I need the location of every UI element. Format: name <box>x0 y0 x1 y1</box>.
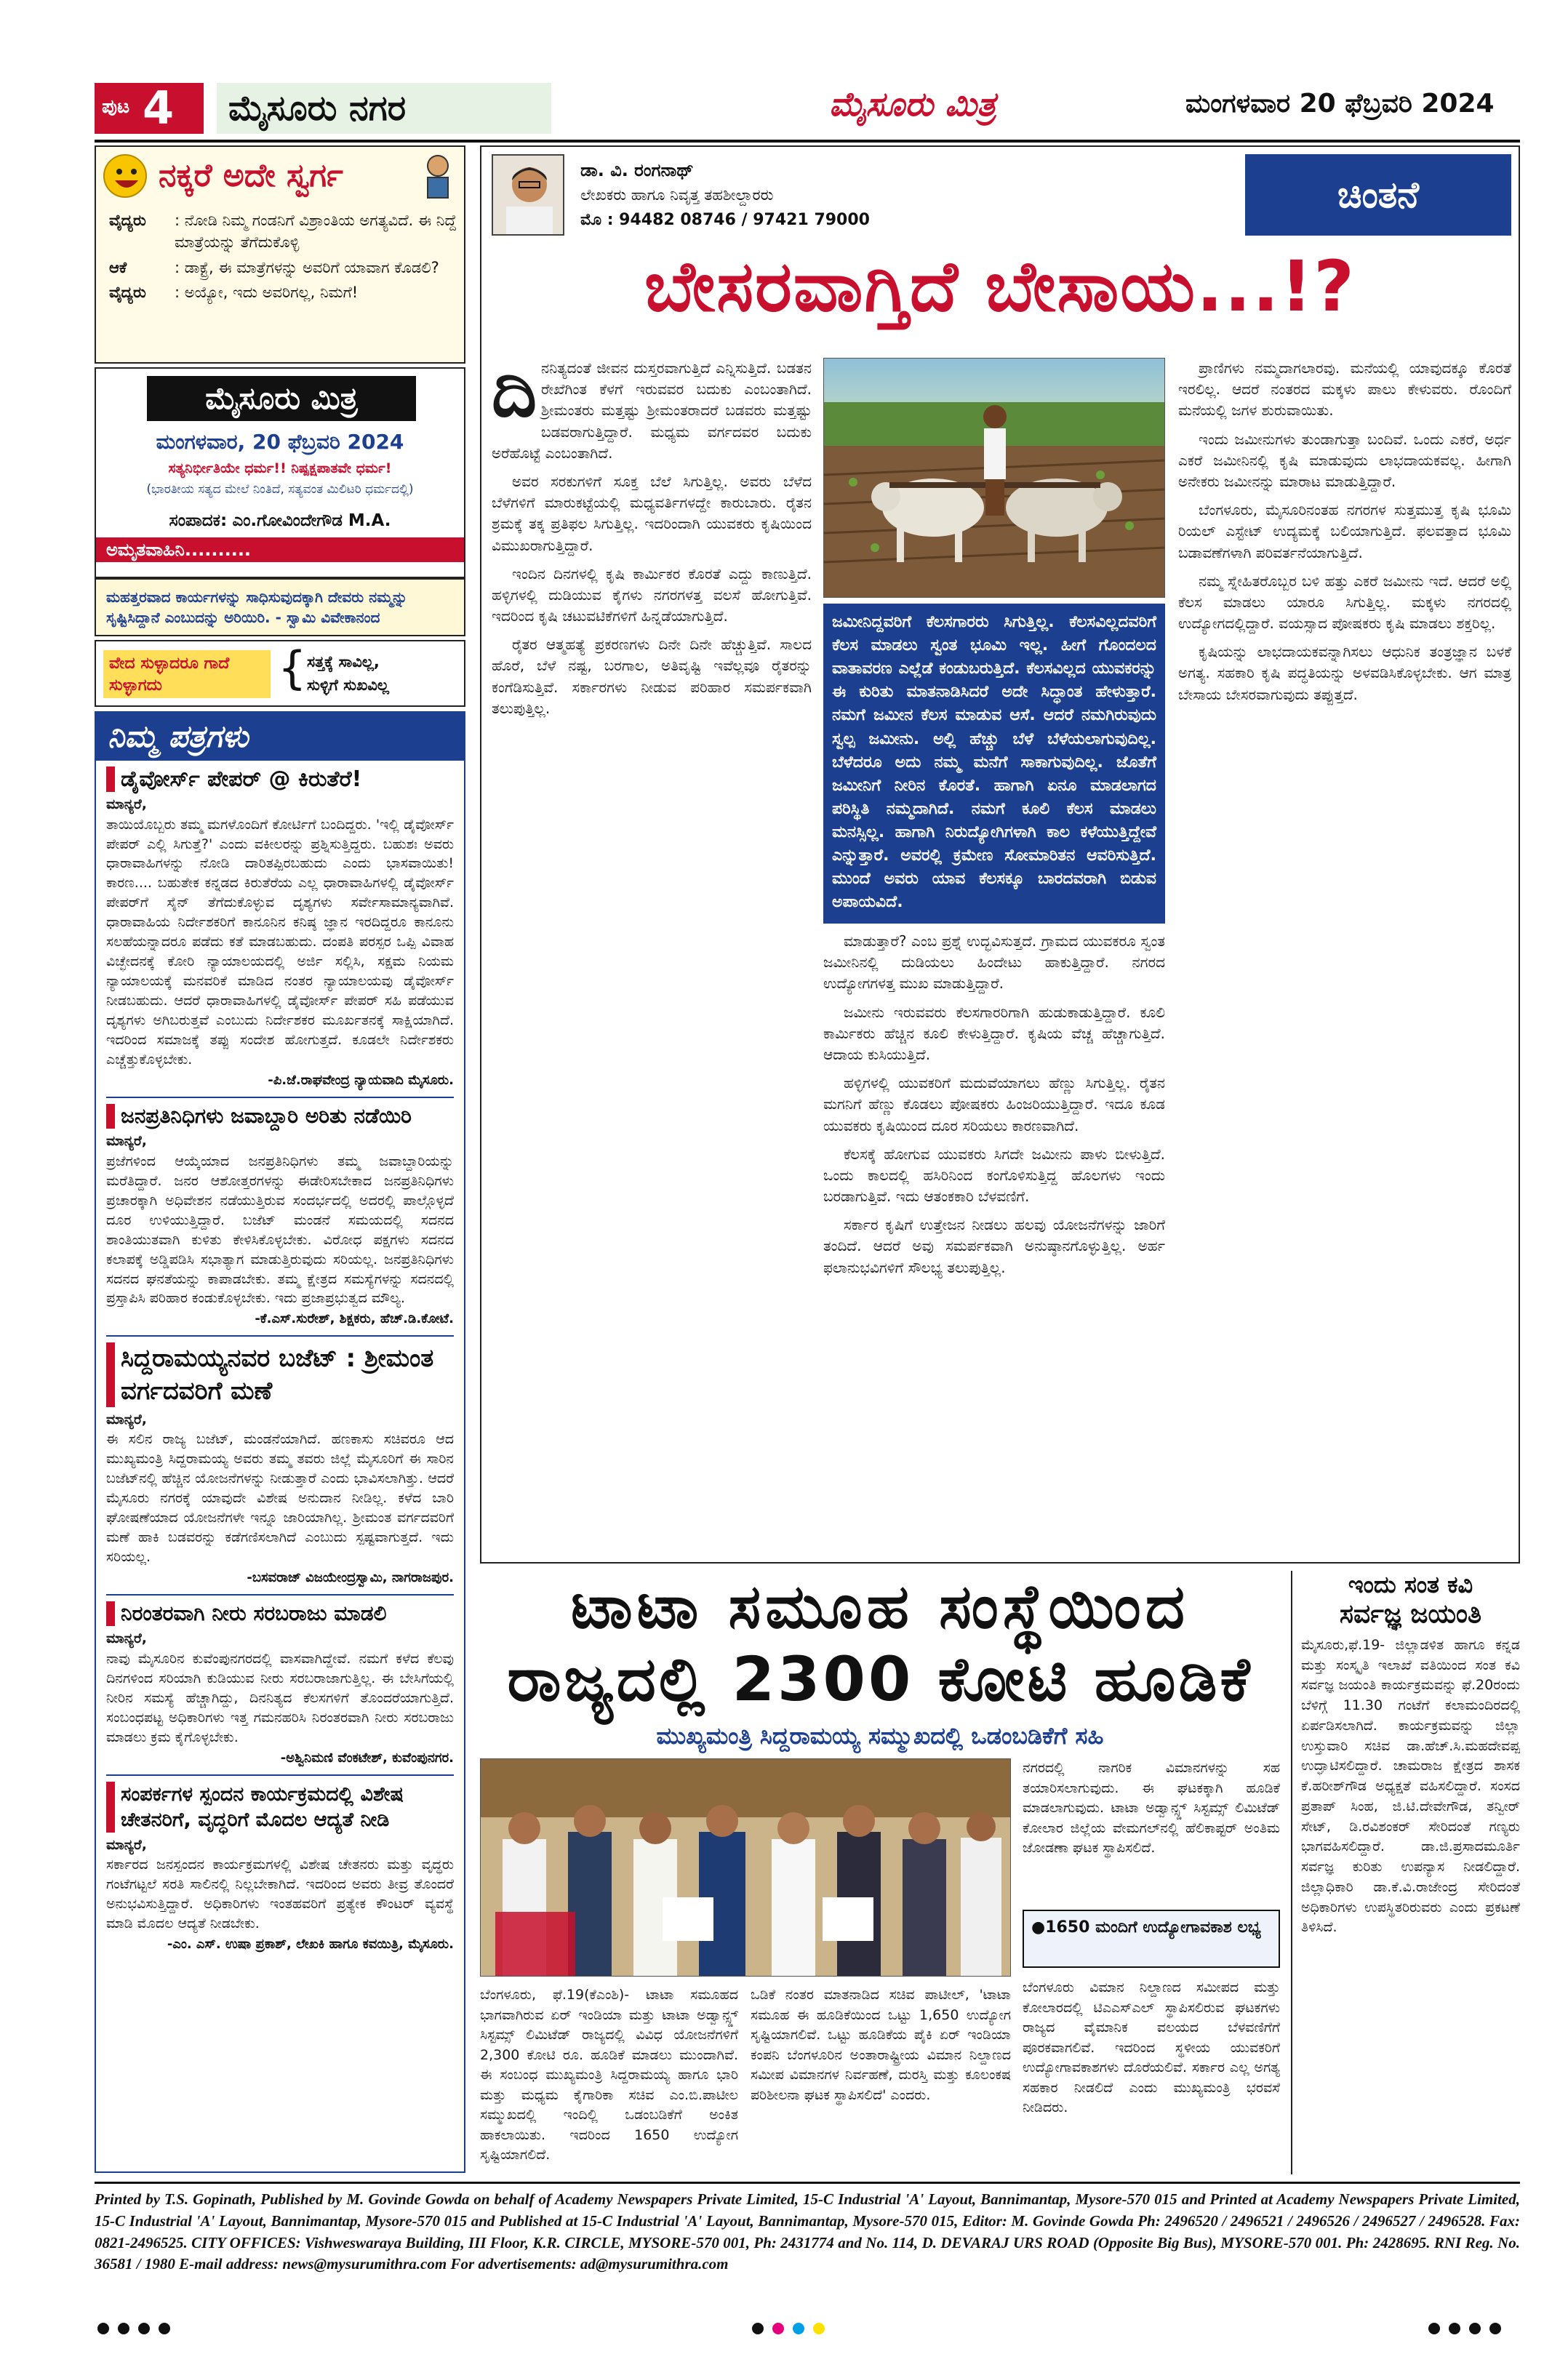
letter-salutation: ಮಾನ್ಯರೆ, <box>106 796 147 812</box>
article-col-3 <box>1178 358 1511 1558</box>
letter-body: ಪ್ರಜೆಗಳಿಂದ ಆಯ್ಕೆಯಾದ ಜನಪ್ರತಿನಿಧಿಗಳು ತಮ್ಮ ಜವಾಬ್ದಾರಿಯನ್ನು ಮರೆತಿದ್ದಾರೆ. ಜನರ ಆಶೋತ್ತರಗಳನ್ನು ಈಡೇರಿಸಬೇಕಾದ ಜನಪ್ರತಿನಿಧಿಗಳು ಪ್ರಚಾರಕ್ಕಾಗಿ ಅಧಿವೇಶನ ನಡೆಯುತ್ತಿರುವ ಸಂದರ್ಭದಲ್ಲಿ ಅದರಲ್ಲಿ ಪಾಲ್ಗೊಳ್ಳದೆ ದೂರ ಉಳಿಯುತ್ತಿದ್ದಾರೆ. ಬಜೆಟ್ ಮಂಡನೆ ಸಮಯದಲ್ಲಿ ಸದನದ ಶಾಂತಿಯುತವಾಗಿ ಕುಳಿತು ಕೇಳಿಸಿಕೊಳ್ಳಬೇಕು. ವಿರೋಧ ಪಕ್ಷಗಳು ಸದನದ ಕಲಾಪಕ್ಕೆ ಅಡ್ಡಿಪಡಿಸಿ ಸಭಾತ್ಯಾಗ ಮಾಡುತ್ತಿರುವುದು ಸರಿಯಲ್ಲ. ಜನಪ್ರತಿನಿಧಿಗಳು ಸದನದ ಘನತೆಯನ್ನು ಕಾಪಾಡಬೇಕು. ತಮ್ಮ ಕ್ಷೇತ್ರದ ಸಮಸ್ಯೆಗಳನ್ನು ಸದನದಲ್ಲಿ ಪ್ರಸ್ತಾಪಿಸಿ ಪರಿಹಾರ ಕಂಡುಕೊಳ್ಳಬೇಕು. ಇದು ಪ್ರಜಾಪ್ರಭುತ್ವದ ಮೌಲ್ಯ. <box>106 1153 454 1307</box>
author-desc: ಲೇಖಕರು ಹಾಗೂ ನಿವೃತ್ತ ತಹಶೀಲ್ದಾರರು <box>580 186 774 204</box>
registration-marks-center <box>749 2320 851 2337</box>
article-paragraph: ಇಂದು ಜಮೀನುಗಳು ತುಂಡಾಗುತ್ತಾ ಬಂದಿವೆ. ಒಂದು ಎಕರೆ, ಅರ್ಧ ಎಕರೆ ಜಮೀನಿನಲ್ಲಿ ಕೃಷಿ ಮಾಡುವುದು ಲಾಭದಾಯಕವಲ್ಲ. ಹೀಗಾಗಿ ಅನೇಕರು ಜಮೀನನ್ನು ಮಾರಾಟ ಮಾಡುತ್ತಿದ್ದಾರೆ. <box>1178 430 1511 490</box>
letter-heading: ಸಂಪರ್ಕಗಳ ಸ್ಪಂದನ ಕಾರ್ಯಕ್ರಮದಲ್ಲಿ ವಿಶೇಷ ಚೇತನರಿಗೆ, ವೃದ್ಧರಿಗೆ ಮೊದಲ ಆದ್ಯತೆ ನೀಡಿ <box>106 1782 454 1833</box>
chintane-article <box>480 145 1520 1564</box>
letter-heading: ಜನಪ್ರತಿನಿಧಿಗಳು ಜವಾಬ್ದಾರಿ ಅರಿತು ನಡೆಯಿರಿ <box>106 1104 454 1129</box>
letters-title: ನಿಮ್ಮ ಪತ್ರಗಳು <box>96 713 464 761</box>
masthead-editor <box>103 511 457 530</box>
masthead-motto: ಸತ್ಯನಿರ್ಭೀತಿಯೇ ಧರ್ಮ!! ನಿಷ್ಪಕ್ಷಪಾತವೇ ಧರ್ಮ! <box>168 460 392 476</box>
masthead-date: ಮಂಗಳವಾರ, 20 ಫೆಬ್ರವರಿ 2024 <box>156 430 404 454</box>
letter-item <box>106 1601 454 1765</box>
letter-heading: ನಿರಂತರವಾಗಿ ನೀರು ಸರಬರಾಜು ಮಾಡಲಿ <box>106 1601 454 1626</box>
joke-cartoon-icon <box>416 153 460 199</box>
letter-body: ನಾವು ಮೈಸೂರಿನ ಕುವೆಂಪುನಗರದಲ್ಲಿ ವಾಸವಾಗಿದ್ದೇವೆ. ನಮಗೆ ಕಳೆದ ಕೆಲವು ದಿನಗಳಿಂದ ಸರಿಯಾಗಿ ಕುಡಿಯುವ ನೀರು ಸರಬರಾಜಾಗುತ್ತಿಲ್ಲ. ಈ ಬೇಸಿಗೆಯಲ್ಲಿ ನೀರಿನ ಸಮಸ್ಯೆ ಹೆಚ್ಚಾಗಿದ್ದು, ದಿನನಿತ್ಯದ ಕೆಲಸಗಳಿಗೆ ತೊಂದರೆಯಾಗುತ್ತಿದೆ. ಸಂಬಂಧಪಟ್ಟ ಅಧಿಕಾರಿಗಳು ಇತ್ತ ಗಮನಹರಿಸಿ ನಿರಂತರವಾಗಿ ನೀರು ಸರಬರಾಜು ಮಾಡಲು ಕ್ರಮ ಕೈಗೊಳ್ಳಬೇಕು. <box>106 1650 454 1745</box>
author-phone: ಮೊ : 94482 08746 / 97421 79000 <box>580 211 870 229</box>
letter-signature: -ಎಂ. ಎಸ್. ಉಷಾ ಪ್ರಕಾಶ್, ಲೇಖಕಿ ಹಾಗೂ ಕವಯಿತ್ರಿ, ಮೈಸೂರು. <box>167 1937 454 1953</box>
amrutha-title: ಅಮೃತವಾಹಿನಿ.......... <box>96 537 464 562</box>
joke-line <box>109 209 458 254</box>
author-photo <box>492 154 564 236</box>
section-name: ಮೈಸೂರು ನಗರ <box>217 83 551 134</box>
tata-col-3b: ಬೆಂಗಳೂರು ವಿಮಾನ ನಿಲ್ದಾಣದ ಸಮೀಪದ ಮತ್ತು ಕೋಲಾರದಲ್ಲಿ ಟಿಎಎಸ್‌ಎಲ್ ಸ್ಥಾಪಿಸಲಿರುವ ಘಟಕಗಳು ರಾಜ್ಯದ ವೈಮಾನಿಕ ವಲಯದ ಬೆಳವಣಿಗೆಗೆ ಪೂರಕವಾಗಲಿವೆ. ಇದರಿಂದ ಸ್ಥಳೀಯ ಯುವಕರಿಗೆ ಉದ್ಯೋಗಾವಕಾಶಗಳು ದೊರೆಯಲಿವೆ. ಸರ್ಕಾರ ಎಲ್ಲ ಅಗತ್ಯ ಸಹಕಾರ ನೀಡಲಿದೆ ಎಂದು ಮುಖ್ಯಮಂತ್ರಿ ಭರವಸೆ ನೀಡಿದರು. <box>1023 1979 1280 2116</box>
letter-signature: -ಕೆ.ಎಸ್.ಸುರೇಶ್, ಶಿಕ್ಷಕರು, ಹೆಚ್.ಡಿ.ಕೋಟೆ. <box>255 1311 454 1327</box>
page-number: 4 <box>143 81 175 135</box>
jayanti-box <box>1291 1571 1520 2174</box>
joke-lines <box>109 209 458 304</box>
jobs-box: ●1650 ಮಂದಿಗೆ ಉದ್ಯೋಗಾವಕಾಶ ಲಭ್ಯ <box>1023 1910 1280 1968</box>
joke-title: ನಕ್ಕರೆ ಅದೇ ಸ್ವರ್ಗ <box>159 157 343 194</box>
letter-item <box>106 1104 454 1326</box>
article-paragraph: ಮಾಡುತ್ತಾರೆ? ಎಂಬ ಪ್ರಶ್ನೆ ಉದ್ಭವಿಸುತ್ತದೆ. ಗ್ರಾಮದ ಯುವಕರೂ ಸ್ವಂತ ಜಮೀನಿನಲ್ಲಿ ದುಡಿಯಲು ಹಿಂದೇಟು ಹಾಕುತ್ತಿದ್ದಾರೆ. ನಗರದ ಉದ್ಯೋಗಗಳತ್ತ ಮುಖ ಮಾಡುತ್ತಿದ್ದಾರೆ. <box>823 932 1165 993</box>
article-paragraph: ಜಮೀನು ಇರುವವರು ಕೆಲಸಗಾರರಿಗಾಗಿ ಹುಡುಕಾಡುತ್ತಿದ್ದಾರೆ. ಕೂಲಿ ಕಾರ್ಮಿಕರು ಹೆಚ್ಚಿನ ಕೂಲಿ ಕೇಳುತ್ತಿದ್ದಾರೆ. ಕೃಷಿಯ ವೆಚ್ಚ ಹೆಚ್ಚಾಗುತ್ತಿದೆ. ಆದಾಯ ಕುಸಿಯುತ್ತಿದೆ. <box>823 1003 1165 1063</box>
joke-text: : ಅಯ್ಯೋ, ಇದು ಅವರಿಗಲ್ಲ, ನಿಮಗೆ! <box>175 284 359 302</box>
footer-rule <box>95 2182 1520 2184</box>
proverb-right-2: ಸುಳ್ಳಿಗೆ ಸುಖವಿಲ್ಲ <box>307 676 389 694</box>
article-paragraph: ಬೆಂಗಳೂರು, ಮೈಸೂರಿನಂತಹ ನಗರಗಳ ಸುತ್ತಮುತ್ತ ಕೃಷಿ ಭೂಮಿ ರಿಯಲ್ ಎಸ್ಟೇಟ್ ಉದ್ಯಮಕ್ಕೆ ಬಲಿಯಾಗುತ್ತಿದೆ. ಫಲವತ್ತಾದ ಭೂಮಿ ಬಡಾವಣೆಗಳಾಗಿ ಪರಿವರ್ತನೆಯಾಗುತ್ತಿದೆ. <box>1178 501 1511 561</box>
article-headline: ಬೇಸರವಾಗ್ತಿದೆ ಬೇಸಾಯ...!? <box>644 246 1356 327</box>
letter-salutation: ಮಾನ್ಯರೆ, <box>106 1630 147 1647</box>
letter-heading: ಡೈವೋರ್ಸ್ ಪೇಪರ್ @ ಕಿರುತೆರೆ! <box>106 766 454 792</box>
proverb-left: ವೇದ ಸುಳ್ಳಾದರೂ ಗಾದೆ ಸುಳ್ಳಾಗದು <box>103 650 271 698</box>
article-col-2 <box>823 931 1165 1556</box>
proverb-right-1: ಸತ್ತಕ್ಕೆ ಸಾವಿಲ್ಲ, <box>307 653 380 670</box>
footer-imprint: Printed by T.S. Gopinath, Published by M. Govinde Gowda on behalf of Academy Newspapers Private Limited, 15-C Industrial 'A' Layout, Bannimantap, Mysore-570 015 and Printed at Academy Newspapers Private Limited, 15-C Industrial 'A' Layout, Bannimantap, Mysore-570 015 and Published at 15-C Industrial 'A' Layout, Bannimantap, Mysore-570 015, Editor: M. Govinde Gowda Ph: 2496520 / 2496521 / 2496526 / 2496527 / 2496528. Fax: 0821-2496525. CITY OFFICES: Vishweswaraya Building, III Floor, K.R. CIRCLE, MYSORE-570 001, Ph: 2431774 and No. 114, D. DEVARAJ URS ROAD (Opposite Big Bus), MYSORE-570 001. Ph: 2428695. RNI Reg. No. 36581 / 1980 E-mail address: news@mysurumithra.com For advertisements: ad@mysurumithra.com <box>95 2190 1520 2273</box>
letter-item <box>106 1342 454 1585</box>
letter-item <box>106 1782 454 1953</box>
joke-line <box>109 257 458 279</box>
tata-subhead: ಮುಖ್ಯಮಂತ್ರಿ ಸಿದ್ದರಾಮಯ್ಯ ಸಮ್ಮುಖದಲ್ಲಿ ಒಡಂಬಡಿಕೆಗೆ ಸಹಿ <box>656 1722 1104 1750</box>
jayanti-title-2: ಸರ್ವಜ್ಞ ಜಯಂತಿ <box>1339 1599 1482 1629</box>
farm-photo <box>823 358 1165 598</box>
letter-salutation: ಮಾನ್ಯರೆ, <box>106 1133 147 1150</box>
page-number-box <box>95 83 204 134</box>
author-name: ಡಾ. ವಿ. ರಂಗನಾಥ್ <box>580 160 694 180</box>
letter-body: ಈ ಸಲಿನ ರಾಜ್ಯ ಬಜೆಟ್, ಮಂಡನೆಯಾಗಿದೆ. ಹಣಕಾಸು ಸಚಿವರೂ ಆದ ಮುಖ್ಯಮಂತ್ರಿ ಸಿದ್ದರಾಮಯ್ಯ ಅವರು ತಮ್ಮ ತವರು ಜಿಲ್ಲೆ ಮೈಸೂರಿಗೆ ಈ ಸಾರಿನ ಬಜೆಟ್‌ನಲ್ಲಿ ಹೆಚ್ಚಿನ ಯೋಜನೆಗಳನ್ನು ನೀಡುತ್ತಾರೆ ಎಂದು ಭಾವಿಸಲಾಗಿತ್ತು. ಆದರೆ ಮೈಸೂರು ನಗರಕ್ಕೆ ಯಾವುದೇ ವಿಶೇಷ ಅನುದಾನ ನೀಡಿಲ್ಲ. ಕಳೆದ ಬಾರಿ ಘೋಷಣೆಯಾದ ಯೋಜನೆಗಳೇ ಇನ್ನೂ ಜಾರಿಯಾಗಿಲ್ಲ. ಶ್ರೀಮಂತ ವರ್ಗದವರಿಗೆ ಮಣೆ ಹಾಕಿ ಬಡವರನ್ನು ಕಡೆಗಣಿಸಲಾಗಿದೆ ಎಂಬುದು ಸ್ಪಷ್ಟವಾಗುತ್ತದೆ. ಇದು ಸರಿಯಲ್ಲ. <box>106 1431 454 1566</box>
article-paragraph: ಹಳ್ಳಿಗಳಲ್ಲಿ ಯುವಕರಿಗೆ ಮದುವೆಯಾಗಲು ಹೆಣ್ಣು ಸಿಗುತ್ತಿಲ್ಲ. ರೈತನ ಮಗನಿಗೆ ಹೆಣ್ಣು ಕೊಡಲು ಪೋಷಕರು ಹಿಂಜರಿಯುತ್ತಿದ್ದಾರೆ. ಇದೂ ಕೂಡ ಯುವಕರು ಕೃಷಿಯಿಂದ ದೂರ ಸರಿಯಲು ಕಾರಣವಾಗಿದೆ. <box>823 1074 1165 1134</box>
article-paragraph: ಪ್ರಾಣಿಗಳು ನಮ್ಮದಾಗಲಾರವು. ಮನೆಯಲ್ಲಿ ಯಾವುದಕ್ಕೂ ಕೊರತೆ ಇರಲಿಲ್ಲ. ಆದರೆ ನಂತರದ ಮಕ್ಕಳು ಪಾಲು ಕೇಳುವರು. ರೊಂದಿಗೆ ಮನೆಯಲ್ಲಿ ಜಗಳ ಶುರುವಾಯಿತು. <box>1178 359 1511 420</box>
photo-caption: ಜಮೀನಿದ್ದವರಿಗೆ ಕೆಲಸಗಾರರು ಸಿಗುತ್ತಿಲ್ಲ. ಕೆಲಸವಿಲ್ಲದವರಿಗೆ ಕೆಲಸ ಮಾಡಲು ಸ್ವಂತ ಭೂಮಿ ಇಲ್ಲ. ಹೀಗೆ ಗೊಂದಲದ ವಾತಾವರಣ ಎಲ್ಲೆಡೆ ಕಂಡುಬರುತ್ತಿದೆ. ಕೆಲಸವಿಲ್ಲದ ಯುವಕರನ್ನು ಈ ಕುರಿತು ಮಾತನಾಡಿಸಿದರೆ ಅದೇ ಸಿದ್ಧಾಂತ ಹೇಳುತ್ತಾರೆ. ನಮಗೆ ಜಮೀನ ಕೆಲಸ ಮಾಡುವ ಆಸೆ. ಆದರೆ ನಮಗಿರುವುದು ಸ್ವಲ್ಪ ಜಮೀನು. ಅಲ್ಲಿ ಹೆಚ್ಚು ಬೆಳೆ ಬೆಳೆಯಲಾಗುವುದಿಲ್ಲ. ಬೆಳೆದರೂ ಅದು ನಮ್ಮ ಮನೆಗೆ ಸಾಕಾಗುವುದಿಲ್ಲ. ಜೊತೆಗೆ ಜಮೀನಿಗೆ ನೀರಿನ ಕೊರತೆ. ಹಾಗಾಗಿ ಏನೂ ಮಾಡಲಾಗದ ಪರಿಸ್ಥಿತಿ ನಮ್ಮದಾಗಿದೆ. ನಮಗೆ ಕೂಲಿ ಕೆಲಸ ಮಾಡಲು ಮನಸ್ಸಿಲ್ಲ. ಹಾಗಾಗಿ ನಿರುದ್ಯೋಗಿಗಳಾಗಿ ಕಾಲ ಕಳೆಯುತ್ತಿದ್ದೇವೆ ಎನ್ನುತ್ತಾರೆ. ಅವರಲ್ಲಿ ಕ್ರಮೇಣ ಸೋಮಾರಿತನ ಆವರಿಸುತ್ತಿದೆ. ಮುಂದೆ ಅವರು ಯಾವ ಕೆಲಸಕ್ಕೂ ಬಾರದವರಾಗಿ ಬಿಡುವ ಅಪಾಯವಿದೆ. <box>823 604 1165 924</box>
header-rule <box>95 140 1520 143</box>
dropcap: ದಿ <box>492 358 537 433</box>
masthead-logo: ಮೈಸೂರು ಮಿತ್ರ <box>147 376 416 421</box>
editor-label: ಸಂಪಾದಕ: <box>169 511 228 530</box>
article-paragraph: ನನಿತ್ಯದಂತೆ ಜೀವನ ದುಸ್ತರವಾಗುತ್ತಿದೆ ಎನ್ನಿಸುತ್ತಿದೆ. ಬಡತನ ರೇಖೆಗಿಂತ ಕೆಳಗೆ ಇರುವವರ ಬದುಕು ಎಂಬಂತಾಗಿದೆ. ಶ್ರೀಮಂತರು ಮತ್ತಷ್ಟು ಶ್ರೀಮಂತರಾದರೆ ಬಡವರು ಮತ್ತಷ್ಟು ಬಡವರಾಗುತ್ತಿದ್ದಾರೆ. ಮಧ್ಯಮ ವರ್ಗದವರ ಬದುಕು ಅರೆಹೊಟ್ಟೆ ಎಂಬಂತಾಗಿದೆ. <box>492 359 812 462</box>
header-date: ಮಂಗಳವಾರ 20 ಫೆಬ್ರವರಿ 2024 <box>1185 89 1495 119</box>
masthead-box <box>95 367 465 578</box>
brand-logo: ಮೈಸೂರು ಮಿತ್ರ <box>829 84 996 124</box>
tata-col-1: ಬೆಂಗಳೂರು, ಫೆ.19(ಕೆಎಂಶಿ)- ಟಾಟಾ ಸಮೂಹದ ಭಾಗವಾಗಿರುವ ಏರ್ ಇಂಡಿಯಾ ಮತ್ತು ಟಾಟಾ ಅಡ್ವಾನ್ಸ್ಡ್ ಸಿಸ್ಟಮ್ಸ್ ಲಿಮಿಟೆಡ್ ರಾಜ್ಯದಲ್ಲಿ ವಿವಿಧ ಯೋಜನೆಗಳಿಗೆ 2,300 ಕೋಟಿ ರೂ. ಹೂಡಿಕೆ ಮಾಡಲು ಮುಂದಾಗಿವೆ. ಈ ಸಂಬಂಧ ಮುಖ್ಯಮಂತ್ರಿ ಸಿದ್ದರಾಮಯ್ಯ ಹಾಗೂ ಭಾರಿ ಮತ್ತು ಮಧ್ಯಮ ಕೈಗಾರಿಕಾ ಸಚಿವ ಎಂ.ಬಿ.ಪಾಟೀಲ ಸಮ್ಮುಖದಲ್ಲಿ ಇಂದಿಲ್ಲಿ ಒಡಂಬಡಿಕೆಗೆ ಅಂಕಿತ ಹಾಕಲಾಯಿತು. ಇದರಿಂದ 1650 ಉದ್ಯೋಗ ಸೃಷ್ಟಿಯಾಗಲಿದೆ. <box>480 1987 738 2163</box>
letter-signature: -ಅಶ್ವಿನಿಮಣಿ ವೆಂಕಟೇಶ್, ಕುವೆಂಪುನಗರ. <box>280 1750 454 1766</box>
page-header <box>95 80 1520 137</box>
tata-photo <box>480 1758 1011 1977</box>
article-paragraph: ಕೆಲಸಕ್ಕೆ ಹೋಗುವ ಯುವಕರು ಸಿಗದೇ ಜಮೀನು ಪಾಳು ಬೀಳುತ್ತಿದೆ. ಒಂದು ಕಾಲದಲ್ಲಿ ಹಸಿರಿನಿಂದ ಕಂಗೊಳಿಸುತ್ತಿದ್ದ ಹೊಲಗಳು ಇಂದು ಬರಡಾಗುತ್ತಿವೆ. ಇದು ಆತಂಕಕಾರಿ ಬೆಳವಣಿಗೆ. <box>823 1145 1165 1206</box>
brace-icon: { <box>278 641 307 694</box>
jayanti-title-1: ಇಂದು ಸಂತ ಕವಿ <box>1348 1571 1473 1598</box>
letter-body: ಸರ್ಕಾರದ ಜನಸ್ಪಂದನ ಕಾರ್ಯಕ್ರಮಗಳಲ್ಲಿ ವಿಶೇಷ ಚೇತನರು ಮತ್ತು ವೃದ್ಧರು ಗಂಟೆಗಟ್ಟಲೆ ಸರತಿ ಸಾಲಿನಲ್ಲಿ ನಿಲ್ಲಬೇಕಾಗಿದೆ. ಇದರಿಂದ ಅವರು ತೀವ್ರ ತೊಂದರೆ ಅನುಭವಿಸುತ್ತಿದ್ದಾರೆ. ಅಧಿಕಾರಿಗಳು ಇಂತಹವರಿಗೆ ಪ್ರತ್ಯೇಕ ಕೌಂಟರ್ ವ್ಯವಸ್ಥೆ ಮಾಡಿ ಮೊದಲ ಆದ್ಯತೆ ನೀಡಬೇಕು. <box>106 1857 454 1932</box>
tata-col-2: ಒಡಿಕೆ ನಂತರ ಮಾತನಾಡಿದ ಸಚಿವ ಪಾಟೀಲ್, 'ಟಾಟಾ ಸಮೂಹ ಈ ಹೂಡಿಕೆಯಿಂದ ಒಟ್ಟು 1,650 ಉದ್ಯೋಗ ಸೃಷ್ಟಿಯಾಗಲಿವೆ. ಒಟ್ಟು ಹೂಡಿಕೆಯ ಪೈಕಿ ಏರ್ ಇಂಡಿಯಾ ಕಂಪನಿ ಬೆಂಗಳೂರಿನ ಅಂತಾರಾಷ್ಟ್ರೀಯ ವಿಮಾನ ನಿಲ್ದಾಣದ ಸಮೀಪ ವಿಮಾನಗಳ ನಿರ್ವಹಣೆ, ದುರಸ್ತಿ ಮತ್ತು ಕೂಲಂಕಷ ಪರಿಶೀಲನಾ ಘಟಕ ಸ್ಥಾಪಿಸಲಿದೆ' ಎಂದರು. <box>751 1987 1011 2103</box>
registration-marks-left <box>95 2320 240 2337</box>
letter-signature: -ಬಸವರಾಜ್ ವಿಜಯೇಂದ್ರಸ್ವಾಮಿ, ನಾಗರಾಜಪುರ. <box>247 1570 454 1586</box>
editor-name: ಎಂ.ಗೋವಿಂದೇಗೌಡ M.A. <box>232 511 391 530</box>
joke-speaker: ಆಕೆ <box>109 258 127 276</box>
amrutha-box <box>95 578 465 636</box>
chintane-label: ಚಿಂತನೆ <box>1245 154 1511 236</box>
amrutha-text: ಮಹತ್ತರವಾದ ಕಾರ್ಯಗಳನ್ನು ಸಾಧಿಸುವುದಕ್ಕಾಗಿ ದೇವರು ನಮ್ಮನ್ನು ಸೃಷ್ಟಿಸಿದ್ದಾನೆ ಎಂಬುದನ್ನು ಅರಿಯಿರಿ. - ಸ್ವಾಮಿ ವಿವೇಕಾನಂದ <box>106 588 408 626</box>
letter-signature: -ಪಿ.ಜೆ.ರಾಘವೇಂದ್ರ ನ್ಯಾಯವಾದಿ ಮೈಸೂರು. <box>268 1073 454 1089</box>
tata-headline-1: ಟಾಟಾ ಸಮೂಹ ಸಂಸ್ಥೆಯಿಂದ <box>570 1571 1190 1642</box>
letter-heading: ಸಿದ್ದರಾಮಯ್ಯನವರ ಬಜೆಟ್ : ಶ್ರೀಮಂತ ವರ್ಗದವರಿಗೆ ಮಣೆ <box>106 1342 454 1406</box>
letter-salutation: ಮಾನ್ಯರೆ, <box>106 1411 147 1428</box>
letter-salutation: ಮಾನ್ಯರೆ, <box>106 1836 147 1853</box>
article-paragraph: ಇಂದಿನ ದಿನಗಳಲ್ಲಿ ಕೃಷಿ ಕಾರ್ಮಿಕರ ಕೊರತೆ ಎದ್ದು ಕಾಣುತ್ತಿದೆ. ಹಳ್ಳಿಗಳಲ್ಲಿ ದುಡಿಯುವ ಕೈಗಳು ನಗರಗಳತ್ತ ವಲಸೆ ಹೋಗುತ್ತಿವೆ. ಇದರಿಂದ ಕೃಷಿ ಚಟುವಟಿಕೆಗಳಿಗೆ ಹಿನ್ನಡೆಯಾಗುತ್ತಿದೆ. <box>492 564 812 625</box>
tata-headline-2: ರಾಜ್ಯದಲ್ಲಿ 2300 ಕೋಟಿ ಹೂಡಿಕೆ <box>507 1644 1253 1715</box>
page-label: ಪುಟ <box>102 96 130 118</box>
article-paragraph: ರೈತರ ಆತ್ಮಹತ್ಯೆ ಪ್ರಕರಣಗಳು ದಿನೇ ದಿನೇ ಹೆಚ್ಚುತ್ತಿವೆ. ಸಾಲದ ಹೊರೆ, ಬೆಳೆ ನಷ್ಟ, ಬರಗಾಲ, ಅತಿವೃಷ್ಟಿ ಇವೆಲ್ಲವೂ ರೈತರನ್ನು ಕಂಗೆಡಿಸುತ್ತಿವೆ. ಸರ್ಕಾರಗಳು ನೀಡುವ ಪರಿಹಾರ ಸಮರ್ಪಕವಾಗಿ ತಲುಪುತ್ತಿಲ್ಲ. <box>492 636 812 717</box>
registration-marks-right <box>1425 2320 1520 2337</box>
article-paragraph: ಸರ್ಕಾರ ಕೃಷಿಗೆ ಉತ್ತೇಜನ ನೀಡಲು ಹಲವು ಯೋಜನೆಗಳನ್ನು ಜಾರಿಗೆ ತಂದಿದೆ. ಆದರೆ ಅವು ಸಮರ್ಪಕವಾಗಿ ಅನುಷ್ಠಾನಗೊಳ್ಳುತ್ತಿಲ್ಲ. ಅರ್ಹ ಫಲಾನುಭವಿಗಳಿಗೆ ಸೌಲಭ್ಯ ತಲುಪುತ್ತಿಲ್ಲ. <box>823 1216 1165 1276</box>
article-paragraph: ಕೃಷಿಯನ್ನು ಲಾಭದಾಯಕವನ್ನಾಗಿಸಲು ಆಧುನಿಕ ತಂತ್ರಜ್ಞಾನ ಬಳಕೆ ಅಗತ್ಯ. ಸಹಕಾರಿ ಕೃಷಿ ಪದ್ಧತಿಯನ್ನು ಅಳವಡಿಸಿಕೊಳ್ಳಬೇಕು. ಆಗ ಮಾತ್ರ ಬೇಸಾಯ ಬೇಸರವಾಗುವುದು ತಪ್ಪುತ್ತದೆ. <box>1178 643 1511 703</box>
laugh-icon <box>103 154 147 198</box>
joke-line <box>109 281 458 303</box>
tata-news <box>480 1571 1280 2174</box>
letters-section <box>95 711 465 2173</box>
joke-box <box>95 145 465 364</box>
tata-col-3: ನಗರದಲ್ಲಿ ನಾಗರಿಕ ವಿಮಾನಗಳನ್ನು ಸಹ ತಯಾರಿಸಲಾಗುವುದು. ಈ ಘಟಕಕ್ಕಾಗಿ ಹೂಡಿಕೆ ಮಾಡಲಾಗುವುದು. ಟಾಟಾ ಅಡ್ವಾನ್ಸ್ಡ್ ಸಿಸ್ಟಮ್ಸ್ ಲಿಮಿಟೆಡ್ ಕೋಲಾರ ಜಿಲ್ಲೆಯ ವೇಮಗಲ್‌ನಲ್ಲಿ ಹೆಲಿಕಾಪ್ಟರ್ ಅಂತಿಮ ಜೋಡಣಾ ಘಟಕ ಸ್ಥಾಪಿಸಲಿದೆ. <box>1023 1760 1280 1857</box>
joke-text: : ನೋಡಿ ನಿಮ್ಮ ಗಂಡನಿಗೆ ವಿಶ್ರಾಂತಿಯ ಅಗತ್ಯವಿದೆ. ಈ ನಿದ್ದೆ ಮಾತ್ರೆಯನ್ನು ತೆಗೆದುಕೊಳ್ಳಿ <box>175 212 457 252</box>
article-paragraph: ನಮ್ಮ ಸ್ನೇಹಿತರೊಬ್ಬರ ಬಳಿ ಹತ್ತು ಎಕರೆ ಜಮೀನು ಇದೆ. ಆದರೆ ಅಲ್ಲಿ ಕೆಲಸ ಮಾಡಲು ಯಾರೂ ಸಿಗುತ್ತಿಲ್ಲ. ಮಕ್ಕಳು ನಗರದಲ್ಲಿ ಉದ್ಯೋಗದಲ್ಲಿದ್ದಾರೆ. ವಯಸ್ಸಾದ ಪೋಷಕರು ಕೃಷಿ ಮಾಡಲು ಶಕ್ತರಿಲ್ಲ. <box>1178 572 1511 633</box>
letter-body: ತಾಯಿಯೊಬ್ಬರು ತಮ್ಮ ಮಗಳೊಂದಿಗೆ ಕೋರ್ಟಿಗೆ ಬಂದಿದ್ದರು. 'ಇಲ್ಲಿ ಡೈವೋರ್ಸ್ ಪೇಪರ್ ಎಲ್ಲಿ ಸಿಗುತ್ತೆ?' ಎಂದು ವಕೀಲರನ್ನು ಪ್ರಶ್ನಿಸುತ್ತಿದ್ದರು. ಬಹುಶಃ ಅವರು ಧಾರಾವಾಹಿಗಳನ್ನು ನೋಡಿ ದಾರಿತಪ್ಪಿರಬಹುದು ಎಂದು ಭಾಸವಾಯಿತು! ಕಾರಣ.... ಬಹುತೇಕ ಕನ್ನಡದ ಕಿರುತೆರೆಯ ಎಲ್ಲ ಧಾರಾವಾಹಿಗಳಲ್ಲಿ ಡೈವೋರ್ಸ್ ಪೇಪರ್‌ಗೆ ಸೈನ್ ತೆಗೆದುಕೊಳ್ಳುವ ದೃಶ್ಯಗಳು ಸರ್ವೇಸಾಮಾನ್ಯವಾಗಿವೆ. ಧಾರಾವಾಹಿಯ ನಿರ್ದೇಶಕರಿಗೆ ಕಾನೂನಿನ ಕನಿಷ್ಠ ಜ್ಞಾನ ಇರದಿದ್ದರೂ ಕಾನೂನು ಸಲಹೆಯನ್ನಾದರೂ ಪಡೆದು ಕತೆ ಮಾಡಬಹುದು. ದಂಪತಿ ಪರಸ್ಪರ ಒಪ್ಪಿ ವಿವಾಹ ವಿಚ್ಛೇದನಕ್ಕೆ ಕೋರಿ ನ್ಯಾಯಾಲಯದಲ್ಲಿ ಅರ್ಜಿ ಸಲ್ಲಿಸಿ, ಸಕ್ಷಮ ನಿಯಮ ನ್ಯಾಯಾಲಯಕ್ಕೆ ಮನವರಿಕೆ ಮಾಡಿದ ನಂತರ ನ್ಯಾಯಾಲಯವು ಡೈವೋರ್ಸ್ ನೀಡಬಹುದು. ಆದರೆ ಧಾರಾವಾಹಿಗಳಲ್ಲಿ ಡೈವೋರ್ಸ್ ಪೇಪರ್ ಸಹಿ ಪಡೆಯುವ ದೃಶ್ಯಗಳು ಅಗಿಬರುತ್ತವೆ ಎಂಬುದು ನಿರ್ದೇಶಕರ ಮೂರ್ಖತನಕ್ಕೆ ಸಾಕ್ಷಿಯಾಗಿದೆ. ಇದರಿಂದ ಸಮಾಜಕ್ಕೆ ತಪ್ಪು ಸಂದೇಶ ಹೋಗುತ್ತದೆ. ಕೂಡಲೇ ನಿರ್ದೇಶಕರು ಎಚ್ಚೆತ್ತುಕೊಳ್ಳಬೇಕು. <box>106 816 454 1068</box>
article-col-1 <box>492 358 812 1558</box>
jayanti-body: ಮೈಸೂರು,ಫೆ.19- ಜಿಲ್ಲಾಡಳಿತ ಹಾಗೂ ಕನ್ನಡ ಮತ್ತು ಸಂಸ್ಕೃತಿ ಇಲಾಖೆ ವತಿಯಿಂದ ಸಂತ ಕವಿ ಸರ್ವಜ್ಞ ಜಯಂತಿ ಕಾರ್ಯಕ್ರಮವನ್ನು ಫೆ.20ರಂದು ಬೆಳಿಗ್ಗೆ 11.30 ಗಂಟೆಗೆ ಕಲಾಮಂದಿರದಲ್ಲಿ ಏರ್ಪಡಿಸಲಾಗಿದೆ. ಕಾರ್ಯಕ್ರಮವನ್ನು ಜಿಲ್ಲಾ ಉಸ್ತುವಾರಿ ಸಚಿವ ಡಾ.ಹೆಚ್.ಸಿ.ಮಹದೇವಪ್ಪ ಉದ್ಘಾಟಿಸಲಿದ್ದಾರೆ. ಚಾಮರಾಜ ಕ್ಷೇತ್ರದ ಶಾಸಕ ಕೆ.ಹರೀಶ್‌ಗೌಡ ಅಧ್ಯಕ್ಷತೆ ವಹಿಸಲಿದ್ದಾರೆ. ಸಂಸದ ಪ್ರತಾಪ್ ಸಿಂಹ, ಜಿ.ಟಿ.ದೇವೇಗೌಡ, ತನ್ವೀರ್ ಸೇಟ್, ಡಿ.ರವಿಶಂಕರ್ ಸೇರಿದಂತೆ ಗಣ್ಯರು ಭಾಗವಹಿಸಲಿದ್ದಾರೆ. ಡಾ.ಜಿ.ಪ್ರಸಾದಮೂರ್ತಿ ಸರ್ವಜ್ಞ ಕುರಿತು ಉಪನ್ಯಾಸ ನೀಡಲಿದ್ದಾರೆ. ಜಿಲ್ಲಾಧಿಕಾರಿ ಡಾ.ಕೆ.ವಿ.ರಾಜೇಂದ್ರ ಸೇರಿದಂತೆ ಅಧಿಕಾರಿಗಳು ಉಪಸ್ಥಿತರಿರುವರು ಎಂದು ಪ್ರಕಟಣೆ ತಿಳಿಸಿದೆ. <box>1301 1637 1520 1936</box>
masthead-motto-sub: (ಭಾರತೀಯ ಸತ್ಯದ ಮೇಲೆ ನಿಂತಿದೆ, ಸತ್ಯವಂತ ಮಿಲಿಟರಿ ಧರ್ಮದಲ್ಲಿ) <box>146 482 414 497</box>
letter-item <box>106 766 454 1088</box>
proverb-box <box>95 640 465 707</box>
joke-text: : ಡಾಕ್ಟ್ರೆ, ಈ ಮಾತ್ರೆಗಳನ್ನು ಅವರಿಗೆ ಯಾವಾಗ ಕೊಡಲಿ? <box>175 258 439 276</box>
article-paragraph: ಅವರ ಸರಕುಗಳಿಗೆ ಸೂಕ್ತ ಬೆಲೆ ಸಿಗುತ್ತಿಲ್ಲ. ಅವರು ಬೆಳೆದ ಬೆಳೆಗಳಿಗೆ ಮಾರುಕಟ್ಟೆಯಲ್ಲಿ ಮಧ್ಯವರ್ತಿಗಳದ್ದೇ ಕಾರುಬಾರು. ರೈತನ ಶ್ರಮಕ್ಕೆ ತಕ್ಕ ಪ್ರತಿಫಲ ಸಿಗುತ್ತಿಲ್ಲ. ಇದರಿಂದಾಗಿ ಯುವಕರು ಕೃಷಿಯಿಂದ ವಿಮುಖರಾಗುತ್ತಿದ್ದಾರೆ. <box>492 472 812 554</box>
joke-speaker: ವೈದ್ಯರು <box>109 212 146 229</box>
joke-speaker: ವೈದ್ಯರು <box>109 284 146 302</box>
